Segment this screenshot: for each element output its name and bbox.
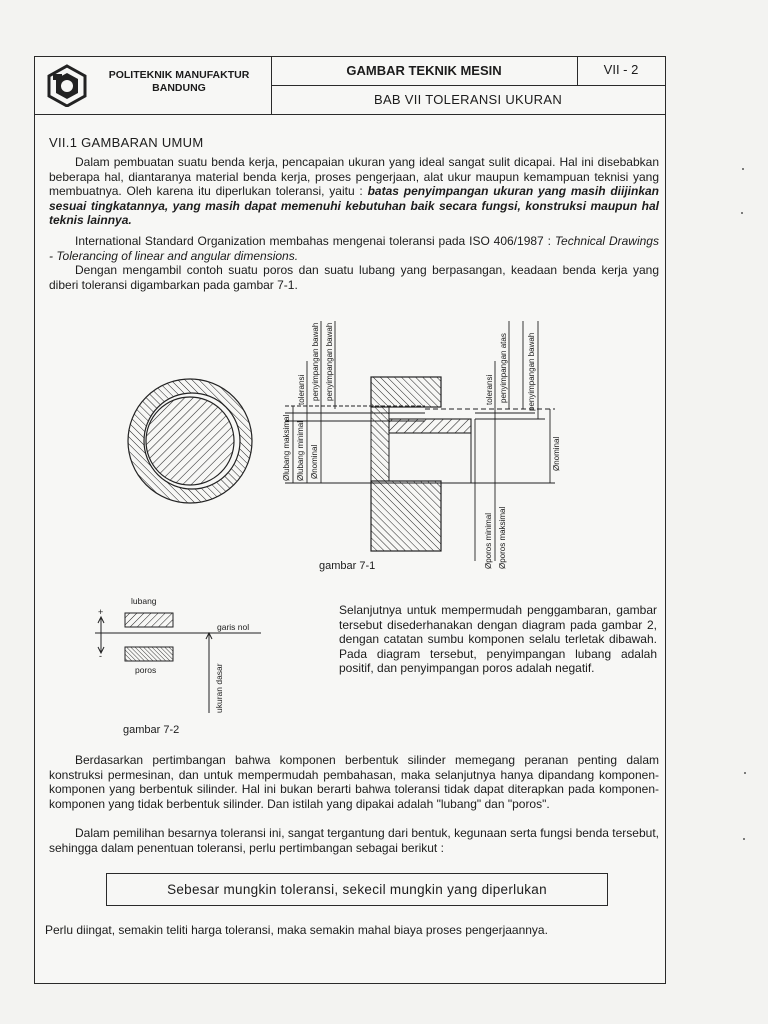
lubang-min-label: Ølubang minimal bbox=[296, 420, 305, 481]
peny-atas-label: penyimpangan atas bbox=[499, 333, 508, 403]
scan-speck bbox=[742, 168, 744, 170]
paragraph-1-text: Dalam pembuatan suatu benda kerja, pencapaian ukuran yang ideal sangat sulit dicapai. Hal ini disebabkan beberapa hal, diantaranya material benda kerja, proses pengerjaan, alat ukur maupun kemampuan teknisi yang membuatnya. Oleh karena itu diperlukan toleransi, yaitu : bbox=[49, 155, 659, 198]
scan-speck bbox=[741, 212, 743, 214]
ukuran-dasar-label: ukuran dasar bbox=[214, 663, 224, 713]
paragraph-3: Dengan mengambil contoh suatu poros dan suatu lubang yang berpasangan, keadaan benda kerja yang diberi toleransi digambarkan pada gambar 7-1. bbox=[49, 263, 659, 292]
highlight-box: Sebesar mungkin toleransi, sekecil mungkin yang diperlukan bbox=[106, 873, 608, 906]
plus-sign: + bbox=[98, 607, 104, 617]
poros-maks-label: Øporos maksimal bbox=[498, 506, 507, 569]
hole-tolerance-zone bbox=[125, 613, 173, 627]
page-number-cell bbox=[577, 57, 665, 86]
section-view-circles bbox=[128, 379, 252, 503]
paragraph-5: Berdasarkan pertimbangan bahwa komponen berbentuk silinder memegang peranan penting dalam konstruksi permesinan, dan untuk mempermudah pembahasan, maka selanjutnya hanya dipandang komponen-komponen yang berbentuk silinder. Hal ini bukan berarti bahwa toleransi tidak dapat diterapkan pada komponen-komponen yang tidak berbentuk silinder. Dan istilah yang dipakai adalah "lubang" dan "poros". bbox=[49, 753, 659, 811]
paragraph-7: Perlu diingat, semakin teliti harga toleransi, maka semakin mahal biaya proses pengerjaannya. bbox=[45, 923, 548, 937]
section-title: VII.1 GAMBARAN UMUM bbox=[49, 135, 204, 150]
page-number: VII - 2 bbox=[603, 62, 639, 77]
toleransi-left-label: toleransi bbox=[297, 374, 306, 405]
paragraph-4: Selanjutnya untuk mempermudah penggambaran, gambar tersebut disederhanakan dengan diagram pada gambar 2, dengan catatan sumbu komponen selalu terletak dibawah. Pada diagram tersebut, penyimpangan lubang adalah positif, dan penyimpangan poros adalah negatif. bbox=[339, 603, 657, 675]
peny-bawah-1-label: penyimpangan bawah bbox=[311, 322, 320, 401]
toleransi-right-label: toleransi bbox=[485, 374, 494, 405]
iso-title: Technical Drawings - Tolerancing of linear and angular dimensions. bbox=[49, 234, 659, 263]
paragraph-1 bbox=[49, 155, 659, 228]
poros-min-label: Øporos minimal bbox=[484, 512, 493, 569]
paragraph-2 bbox=[49, 234, 659, 263]
figure-7-1-caption: gambar 7-1 bbox=[319, 560, 376, 572]
institution-name bbox=[97, 69, 261, 95]
institution-line2: BANDUNG bbox=[152, 82, 206, 94]
institution-line1: POLITEKNIK MANUFAKTUR bbox=[108, 69, 250, 81]
peny-bawah-2-label: penyimpangan bawah bbox=[325, 322, 334, 401]
polman-logo-icon bbox=[45, 63, 89, 107]
garis-nol-label: garis nol bbox=[217, 622, 250, 632]
nominal-right-label: Ønominal bbox=[552, 436, 561, 471]
hole-shaft-assembly bbox=[371, 377, 471, 551]
scan-speck bbox=[744, 772, 746, 774]
chapter-title: BAB VII TOLERANSI UKURAN bbox=[373, 92, 563, 107]
shaft-tolerance-zone bbox=[125, 647, 173, 661]
document-header bbox=[35, 57, 665, 115]
lubang-maks-label: Ølubang maksimal bbox=[282, 414, 291, 481]
figure-7-1 bbox=[35, 301, 665, 571]
chapter-title-cell bbox=[271, 86, 665, 114]
iso-reference: International Standard Organization membahas mengenai toleransi pada ISO 406/1987 : bbox=[75, 234, 551, 248]
document-page bbox=[34, 56, 666, 984]
scan-speck bbox=[743, 838, 745, 840]
figure-7-2-caption: gambar 7-2 bbox=[123, 724, 180, 736]
institution-cell bbox=[35, 57, 272, 114]
paragraph-6: Dalam pemilihan besarnya toleransi ini, sangat tergantung dari bentuk, kegunaan serta fungsi benda tersebut, sehingga dalam penentuan toleransi, perlu pertimbangan sebagai berikut : bbox=[49, 826, 659, 855]
peny-bawah-3-label: penyimpangan bawah bbox=[527, 332, 536, 411]
figure-7-2 bbox=[91, 595, 331, 725]
minus-sign: - bbox=[99, 651, 102, 661]
tolerance-definition: batas penyimpangan ukuran yang masih diijinkan sesuai tingkatannya, yang masih dapat memenuhi kebutuhan baik secara fungsi, konstruksi maupun hal teknis lainnya. bbox=[49, 184, 659, 227]
course-title: GAMBAR TEKNIK MESIN bbox=[346, 63, 502, 78]
course-title-cell bbox=[271, 57, 578, 86]
poros-label: poros bbox=[135, 665, 157, 675]
nominal-left-label: Ønominal bbox=[310, 444, 319, 479]
lubang-label: lubang bbox=[131, 596, 157, 606]
